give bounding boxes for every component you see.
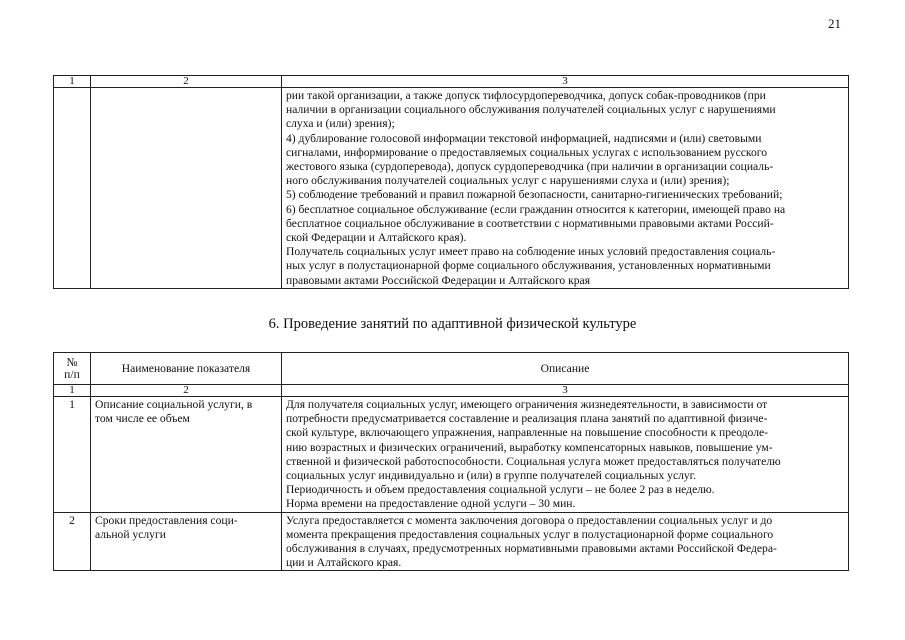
text-line: нию возрастных и физических ограничений, выработку компенсаторных навыков, повышение ум-	[286, 440, 773, 454]
table-row	[54, 88, 849, 289]
column-number: 2	[91, 76, 282, 88]
header-number-line: п/п	[64, 368, 80, 381]
text-line: Описание социальной услуги, в	[95, 398, 253, 411]
column-number: 1	[54, 76, 91, 88]
column-number: 3	[282, 385, 849, 397]
section-title: 6. Проведение занятий по адаптивной физической культуре	[268, 316, 637, 332]
text-line: 4) дублирование голосовой информации текстовой информацией, надписями и (или) световыми	[286, 131, 762, 145]
text-line: социальных услуг индивидуально и (или) в группе получателей социальных услуг.	[286, 469, 697, 483]
text-line: 5) соблюдение требований и правил пожарной безопасности, санитарно-гигиенических требований;	[286, 188, 783, 202]
row-number-cell	[54, 88, 91, 289]
text-line: сигналами, информирование о предоставляемых социальных услугах с использованием русского	[286, 145, 768, 159]
column-number-row	[54, 385, 849, 397]
header-row	[54, 353, 849, 385]
column-number: 2	[91, 385, 282, 397]
text-line: Норма времени на предоставление одной услуги – 30 мин.	[286, 497, 576, 511]
description-cell	[282, 88, 849, 289]
indicator-name	[91, 512, 282, 571]
table-row	[54, 397, 849, 513]
page-number: 21	[828, 16, 841, 31]
text-line: правовыми актами Российской Федерации и Алтайского края	[286, 273, 591, 287]
description-cell	[282, 397, 849, 513]
row-number: 1	[54, 397, 91, 513]
header-description: Описание	[282, 353, 849, 385]
indicator-name	[91, 397, 282, 513]
text-line: ской Федерации и Алтайского края).	[286, 231, 467, 245]
column-number: 3	[282, 76, 849, 88]
text-line: наличии в организации социального обслуживания получателей социальных услуг с нарушениями	[286, 103, 776, 117]
indicator-cell	[91, 88, 282, 289]
header-number-line: №	[66, 356, 78, 369]
text-line: Сроки предоставления соци-	[95, 513, 238, 527]
text-line: Для получателя социальных услуг, имеющего ограничения жизнедеятельности, в зависимости от	[286, 398, 768, 411]
text-line: ственной и физической работоспособности. Социальная услуга может предоставляться получателю	[286, 454, 781, 468]
table-row	[54, 512, 849, 571]
service-table	[53, 352, 849, 571]
text-line: Получатель социальных услуг имеет право на соблюдение иных условий предоставления социаль-	[286, 245, 776, 259]
text-line: ции и Алтайского края.	[286, 556, 402, 570]
text-line: момента прекращения предоставления социальных услуг в полустационарной форме социального	[286, 527, 774, 541]
column-number-row	[54, 76, 849, 88]
text-line: слуха и (или) зрения);	[286, 117, 395, 131]
text-line: Периодичность и объем предоставления социальной услуги – не более 2 раз в неделю.	[286, 483, 715, 497]
text-line: ской культуре, включающего упражнения, направленные на повышение способности к преодоле-	[286, 426, 768, 440]
row-number: 2	[54, 512, 91, 571]
text-line: жестового языка (сурдоперевода), допуск сурдопереводчика (при наличии в организации социаль-	[286, 160, 774, 174]
text-line: том числе ее объем	[95, 412, 190, 426]
text-line: ного обслуживания получателей социальных услуг с нарушениями слуха и (или) зрения);	[286, 174, 730, 188]
header-number	[54, 353, 91, 385]
header-name: Наименование показателя	[91, 353, 282, 385]
text-line: рии такой организации, а также допуск тифлосурдопереводчика, допуск собак-проводников (при	[286, 89, 766, 102]
text-line: альной услуги	[95, 527, 166, 541]
text-line: 6) бесплатное социальное обслуживание (если гражданин относится к категории, имеющей право на	[286, 202, 786, 216]
column-number: 1	[54, 385, 91, 397]
text-line: Услуга предоставляется с момента заключения договора о предоставлении социальных услуг и до	[286, 513, 773, 527]
text-line: бесплатное социальное обслуживание в соответствии с нормативными правовыми актами Россий-	[286, 216, 774, 230]
description-cell	[282, 512, 849, 571]
text-line: обслуживания в случаях, предусмотренных нормативными правовыми актами Российской Федера-	[286, 542, 777, 556]
continuation-table	[53, 75, 849, 289]
text-line: ных услуг в полустационарной форме социального обслуживания, установленных нормативными	[286, 259, 771, 273]
text-line: потребности предусматривается составление и реализация плана занятий по адаптивной физиче-	[286, 412, 768, 426]
